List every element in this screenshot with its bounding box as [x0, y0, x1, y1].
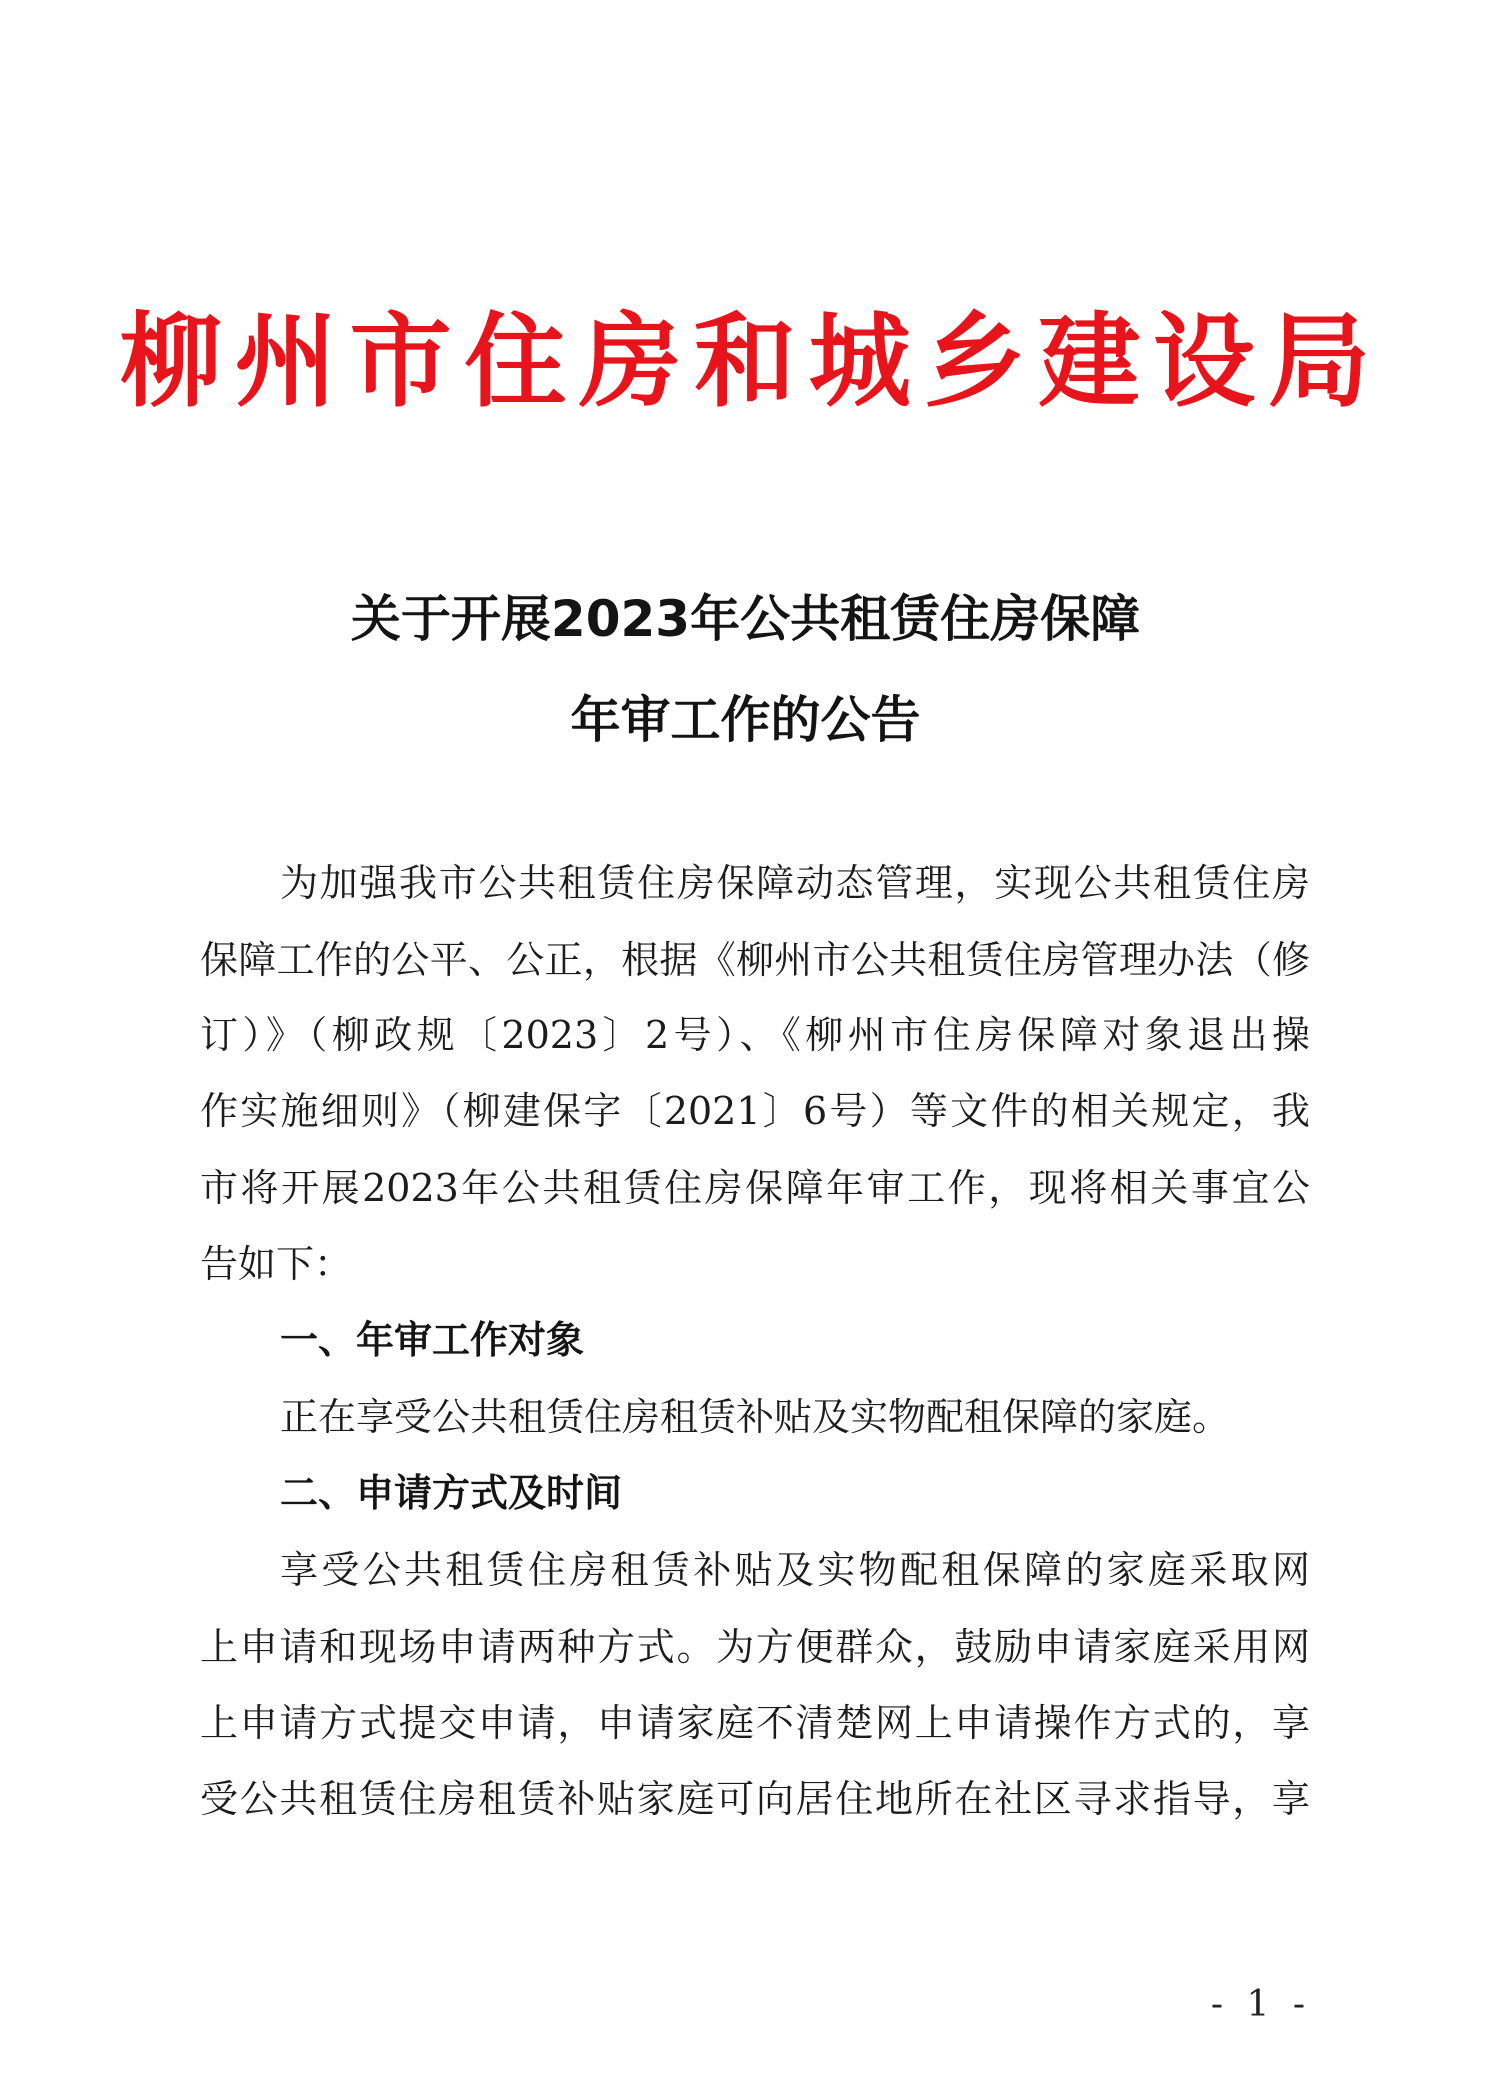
intro-paragraph-line: 订）》（柳政规〔2023〕2号）、《柳州市住房保障对象退出操 — [200, 1013, 1310, 1057]
intro-paragraph-line: 市将开展2023年公共租赁住房保障年审工作，现将相关事宜公 — [200, 1166, 1310, 1210]
intro-paragraph-line: 作实施细则》（柳建保字〔2021〕6号）等文件的相关规定，我 — [200, 1089, 1310, 1133]
document-title-line-1: 关于开展2023年公共租赁住房保障 — [350, 590, 1141, 648]
letterhead-char: 建 — [1038, 302, 1141, 422]
section-1-text: 正在享受公共租赁住房租赁补贴及实物配租保障的家庭。 — [280, 1395, 1231, 1439]
letterhead-char: 州 — [234, 302, 337, 422]
intro-paragraph-line: 为加强我市公共租赁住房保障动态管理，实现公共租赁住房 — [280, 861, 1310, 905]
letterhead-char: 市 — [349, 302, 452, 422]
letterhead-char: 住 — [464, 302, 567, 422]
letterhead-char: 城 — [808, 302, 911, 422]
section-2-heading: 二、申请方式及时间 — [280, 1471, 623, 1515]
letterhead-char: 柳 — [120, 302, 222, 422]
section-2-paragraph-line: 上申请方式提交申请，申请家庭不清楚网上申请操作方式的，享 — [200, 1701, 1310, 1745]
letterhead-char: 房 — [579, 302, 682, 422]
document-title-line-2: 年审工作的公告 — [570, 691, 921, 749]
letterhead-char: 设 — [1153, 302, 1256, 422]
intro-paragraph-line: 告如下： — [200, 1242, 353, 1286]
section-2-paragraph-line: 上申请和现场申请两种方式。为方便群众，鼓励申请家庭采用网 — [200, 1625, 1310, 1669]
letterhead-char: 乡 — [923, 302, 1026, 422]
section-1-heading: 一、年审工作对象 — [280, 1318, 585, 1362]
page-number: - 1 - — [1210, 1984, 1311, 2025]
letterhead-char: 局 — [1267, 302, 1370, 422]
letterhead-char: 和 — [693, 302, 796, 422]
intro-paragraph-line: 保障工作的公平、公正，根据《柳州市公共租赁住房管理办法（修 — [200, 938, 1310, 982]
section-2-paragraph-line: 享受公共租赁住房租赁补贴及实物配租保障的家庭采取网 — [280, 1548, 1310, 1592]
letterhead-org-name — [120, 292, 1370, 432]
section-2-paragraph-line: 受公共租赁住房租赁补贴家庭可向居住地所在社区寻求指导，享 — [200, 1777, 1310, 1821]
